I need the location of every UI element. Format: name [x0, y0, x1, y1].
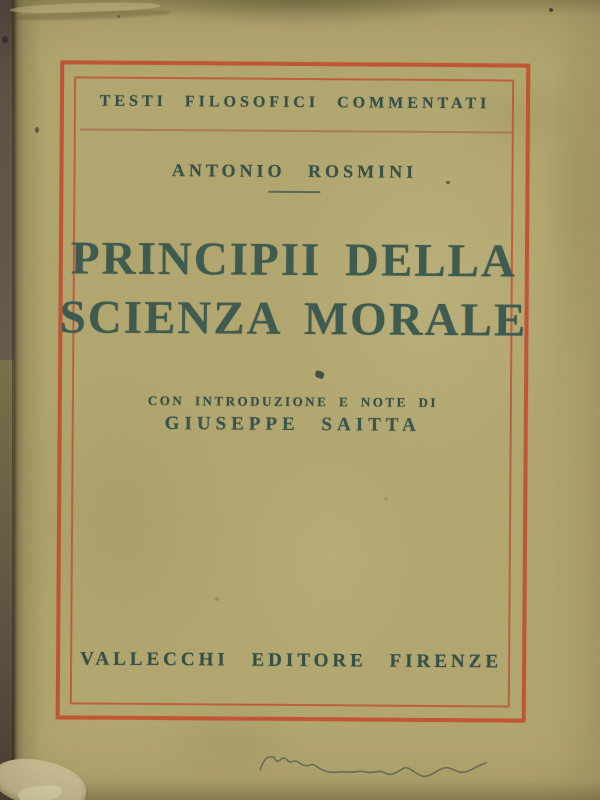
book-title-line1: PRINCIPII DELLA — [70, 232, 518, 288]
publisher-imprint: VALLECCHI EDITORE FIRENZE — [80, 648, 503, 673]
author-name: ANTONIO ROSMINI — [171, 160, 418, 182]
intro-note: CON INTRODUZIONE E NOTE DI — [147, 392, 439, 410]
editor-name: GIUSEPPE SAITTA — [164, 413, 421, 436]
book-title-line2: SCIENZA MORALE — [59, 291, 528, 347]
series-title: TESTI FILOSOFICI COMMENTATI — [99, 92, 491, 113]
